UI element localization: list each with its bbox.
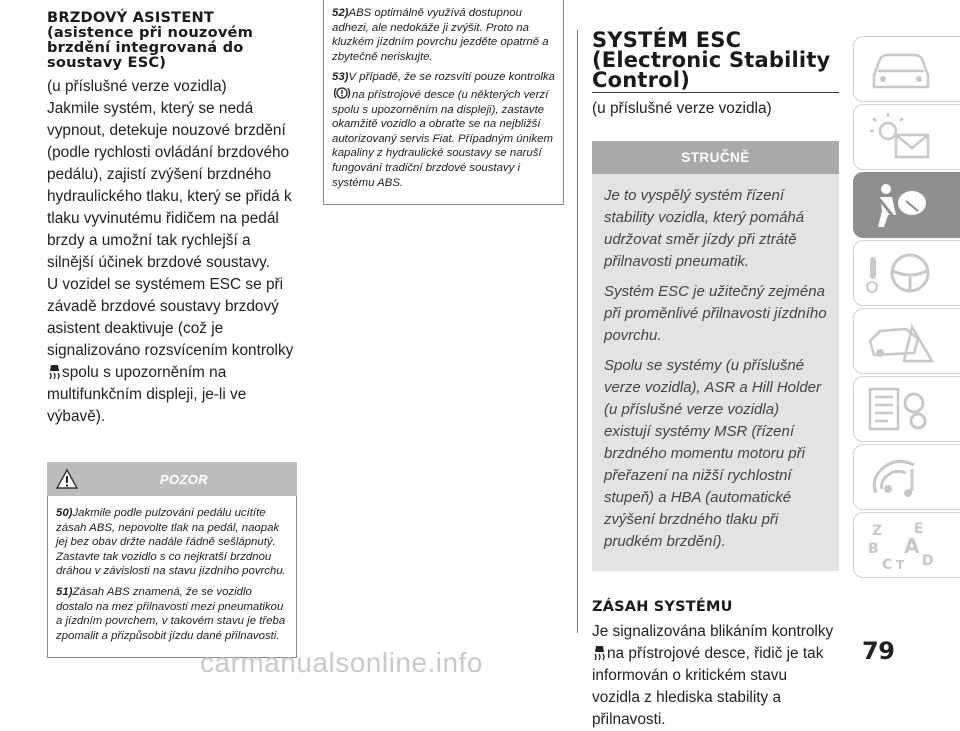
paragraph: Jakmile systém, který se nedá vypnout, detekuje nouzové brzdění (podle rychlosti ovládání brzdového pedálu), zajistí zvýšení brzdného hydraulického tlaku, který se přidá k tlaku vyvinutému řidičem na pedál brzdy a umožní tak rychlejší a silnější účinek brzdové soustavy. [47,100,292,271]
system-intervention-heading: ZÁSAH SYSTÉMU [592,599,733,615]
brake-assist-body [47,76,297,428]
right-column [592,30,839,731]
svg-text:T: T [896,558,905,572]
note-52: 52)ABS optimálně využívá dostupnou adhezi, ale nedokáže ji zvýšit. Proto na kluzkém jízdním povrchu jezděte opatrně a zbytečně neriskujte. [332,7,549,63]
tab-car-overview[interactable] [853,36,960,102]
svg-text:B: B [868,541,879,557]
note-50: 50)Jakmile podle pulzování pedálu ucítíte zásah ABS, nepovolte tlak na pedál, naopak jej bez obav držte nadále řádně sešlápnutý. Zastavte tak vozidlo s co nejkratší brzdnou dráhou v závislosti na stavu jízdního povrchu. [56,507,286,578]
tab-safety[interactable] [853,172,960,238]
svg-text:C: C [882,557,893,573]
brake-assist-heading: BRZDOVÝ ASISTENT (asistence při nouzovém brzdění integrovaná do soustavy ESC) [47,9,254,71]
watermark: carmanualsonline.info [200,647,483,678]
tab-maintenance[interactable] [853,376,960,442]
paragraph: U vozidel se systémem ESC se při závadě brzdové soustavy brzdový asistent deaktivuje (což je signalizováno rozsvícením kontrolkyspolu s upozorněním na multifunkčním displeji, je-li ve výbavě). [47,276,294,425]
chapter-sidebar [853,36,960,580]
esc-warning-icon [593,645,606,661]
brake-warning-icon [333,85,351,101]
warning-lights-icon [866,113,936,163]
esc-warning-icon [48,364,61,380]
svg-text:A: A [904,534,920,558]
warning-banner [47,462,297,496]
accident-icon [866,317,936,367]
airbag-safety-icon [866,181,936,231]
middle-column [323,0,563,205]
subtitle: (u příslušné verze vozidla) [592,100,772,117]
svg-text:E: E [914,521,924,537]
warning-label: POZOR [159,472,209,487]
tab-starting-driving[interactable] [853,240,960,306]
esc-heading: SYSTÉM ESC (Electronic Stability Control) [592,30,839,93]
left-column [47,10,297,658]
svg-text:Z: Z [872,523,883,539]
index-icon [866,519,946,571]
svg-text:D: D [922,553,934,569]
note-53: 53)V případě, že se rozsvítí pouze kontrolkana přístrojové desce (u některých verzí spolu s upozorněním na displeji), zastavte okamžitě vozidlo a obraťte se na nejbližší autorizovaný servis Fiat. Případným únikem kapaliny z hydraulické soustavy se naruší fungování tradiční brzdové soustavy i systému ABS. [332,71,555,189]
tab-multimedia[interactable] [853,444,960,510]
car-icon [866,45,936,95]
steering-wheel-icon [866,249,936,299]
summary-label: STRUČNĚ [592,141,839,174]
multimedia-icon [866,453,936,503]
intervention-body: Je signalizována blikáním kontrolky na přístrojové desce, řidič je tak informován o kritickém stavu vozidla z hlediska stability a přilnavosti. [592,623,834,728]
continued-notes [323,0,564,205]
tab-emergency[interactable] [853,308,960,374]
maintenance-icon [866,385,936,435]
page-number: 79 [862,637,895,665]
subtitle: (u příslušné verze vozidla) [47,78,227,95]
column-divider [577,30,578,633]
tab-index[interactable] [853,512,960,578]
note-51: 51)Zásah ABS znamená, že se vozidlo dostalo na mez přilnavosti mezi pneumatikou a jízdním povrchem, v takovém stavu je třeba zpomalit a přizpůsobit jízdu dané přilnavosti. [56,585,286,642]
summary-box: Je to vyspělý systém řízení stability vozidla, který pomáhá udržovat směr jízdy při ztrátě přilnavosti pneumatik. Systém ESC je užitečný zejména při proměnlivé přilnavosti jízdního povrchu. Spolu se systémy (u příslušné verze vozidla), ASR a Hill Holder (u příslušné verze vozidla) existují systémy MSR (řízení brzdného momentu motoru při přeřazení na nižší rychlostní stupeň) a HBA (automatické zvýšení brzdného tlaku při prudkém brzdění). [592,174,839,571]
warning-notes [47,496,297,658]
tab-warning-lights[interactable] [853,104,960,170]
